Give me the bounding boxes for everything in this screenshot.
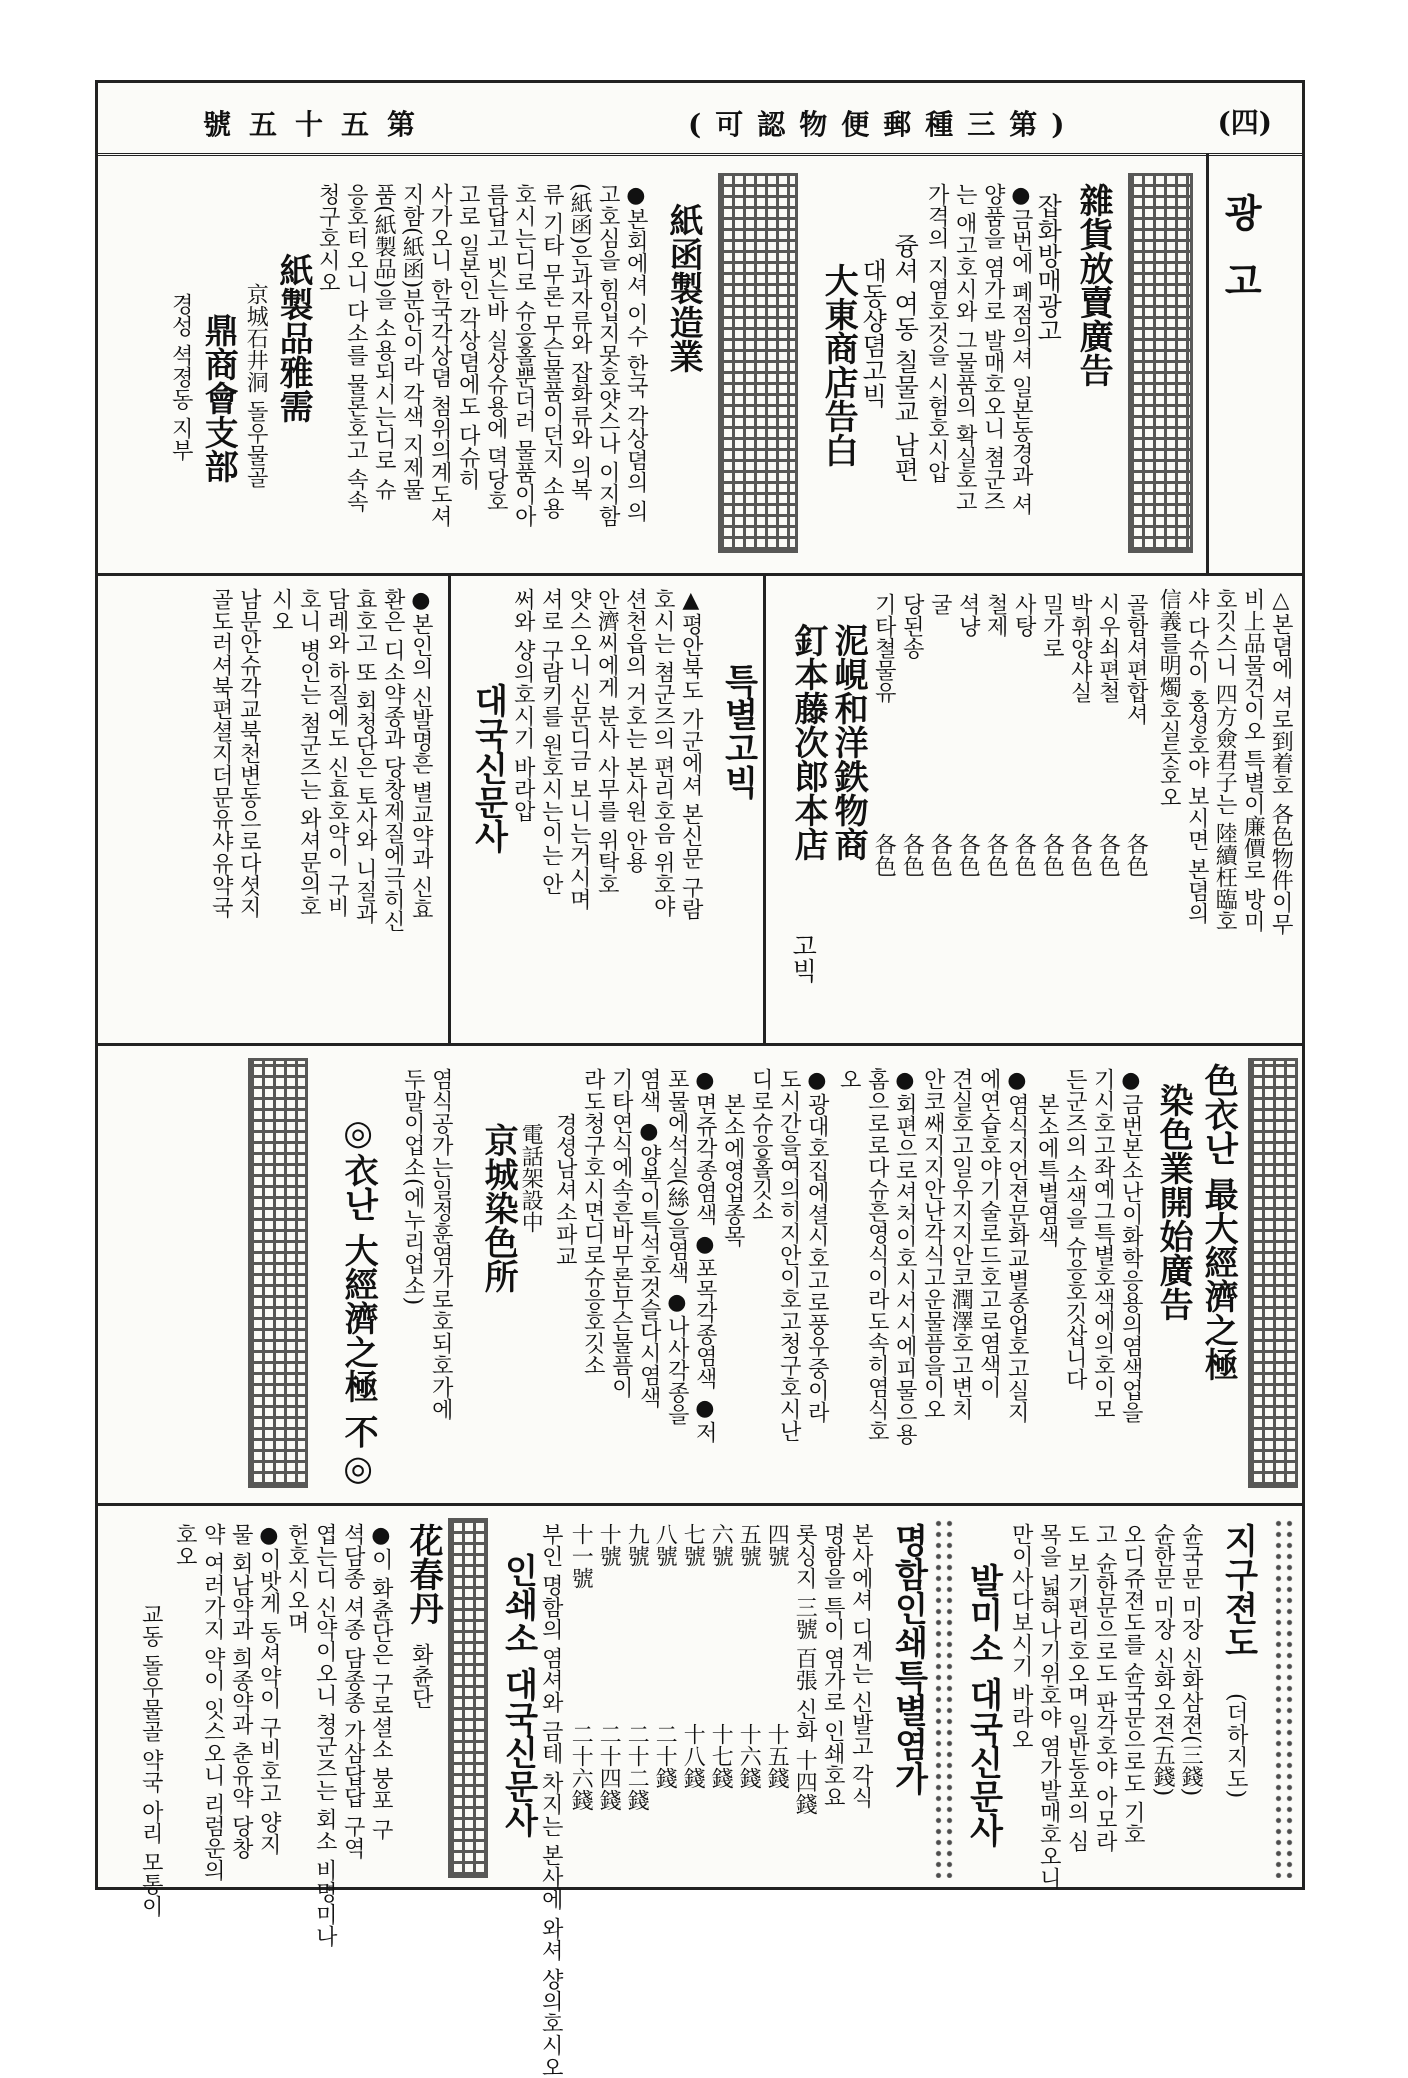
ad8-price: 十七錢 xyxy=(708,1723,734,1789)
ad2-body-12: 청구호시오 xyxy=(315,183,341,293)
ad9-title: 花春丹 xyxy=(403,1523,444,1625)
ad7-body-7: 만이사다보시기 바라오 xyxy=(1008,1523,1034,1750)
ad8-size: 六號 xyxy=(708,1523,734,1567)
ad5-body-2: 환은 디소약종과 당창제질에극히신 xyxy=(380,588,406,932)
ad2-body-3: (紙函)은과자류와 잡화류와 의복 xyxy=(567,183,593,501)
ad3-item-name: 철제 xyxy=(983,593,1009,637)
section-divider xyxy=(98,573,1302,576)
ad2-body-9: 지함(紙函)분안이라 각색 지제물 xyxy=(399,183,425,501)
ad3-item-price: 各色 xyxy=(955,833,981,877)
ad6-body-4: 본소에특별염색 xyxy=(1034,1093,1060,1247)
decorative-border xyxy=(448,1518,488,1878)
ad3-body-4: 샤 다슈이 홍셩호야 보시면 본뎜의 xyxy=(1184,588,1210,924)
ad6-body3-8: 기타연식에속흔바무론무슨물픔이 xyxy=(608,1068,634,1398)
ad1-body-4: 가격의 지염호것을 시험호시압 xyxy=(924,183,950,483)
ad2-body-1: ●본회에셔 이수 한국 각상뎜의 의 xyxy=(623,183,649,522)
ad5-body-6: 시오 xyxy=(268,588,294,632)
ad8-title: 명함인쇄특별염가 xyxy=(888,1523,929,1795)
ad9-body-3: 엽는디 신약이오니 쳥군즈는 회소 비명미나 xyxy=(312,1523,338,1947)
ad6-body3-6: 포물에석실(絲)을염색 ●나사각종을 xyxy=(664,1068,690,1426)
ad4-body-2: 호시는 쳠군즈의 편리호음 위호야 xyxy=(650,588,676,917)
ad3-item-price: 各色 xyxy=(1011,833,1037,877)
ad8-price: 二十六錢 xyxy=(568,1723,594,1811)
ad4-body-4: 안濟씨에게 분사 사무를 위탁호 xyxy=(594,588,620,895)
ad4-body-5: 얏스오니 신문디금 보니는거시며 xyxy=(566,588,592,910)
ad6-title: 染色業開始廣告 xyxy=(1153,1083,1194,1321)
ad3-body-2: 비上品물건이오 특별이廉價로 방미 xyxy=(1240,588,1266,932)
ad2-body-4: 류 기타 무론 무슨물품이던지 소용 xyxy=(539,183,565,519)
ad8-body-2: 명함을 특이 염가로 인쇄호요 xyxy=(820,1523,846,1808)
ad8-seller: 인쇄소 대국신문사 xyxy=(498,1553,539,1837)
ad8-price: 二十錢 xyxy=(652,1723,678,1789)
ad7-body-1: 슌국문 미장 신화삼젼(三錢) xyxy=(1178,1523,1204,1797)
ad9-body-6: 물 회남약과 희종약과 춘유약 당창 xyxy=(228,1523,254,1859)
ad4-body-1: ▲평안북도 가군에셔 본신문 구람 xyxy=(678,588,704,920)
ad2-body-8: 사가오니 한국각상뎜 첨위의계도셔 xyxy=(427,183,453,527)
ad3-body-5: 信義를明燭호실듯호오 xyxy=(1156,588,1182,808)
ad6-headline: 色衣난 最大經濟之極 xyxy=(1198,1063,1239,1381)
ad5-address: 남문안슈각교북천변동으로다셧지 xyxy=(236,588,262,918)
ad7-seller: 발미소 대국신문사 xyxy=(963,1563,1004,1847)
ad2-note: 紙製品雅需 xyxy=(273,253,314,423)
ad5-address-2: 골도러셔북편셜지더문유샤유약국 xyxy=(208,588,234,918)
ad5-body-3: 효호고 또 회청단은 토사와 니질과 xyxy=(352,588,378,924)
ad7-body-3: 오디쥬젼도를 슌국문으로도 기호 xyxy=(1120,1523,1146,1845)
ad2-body-7: 고로 일본인 각상뎜에도 다슈히 xyxy=(455,183,481,490)
ad6-body3-7: 염색 ●양복이특석호것슬다시염색 xyxy=(636,1068,662,1408)
ad2-title: 紙函製造業 xyxy=(663,203,704,373)
ad6-body4-1: 염식공가는일정훈염가로호되호가에 xyxy=(428,1068,454,1420)
page-number: (四) xyxy=(1217,106,1272,139)
ad9-body-5: ●이밧게 동셔약이 구비호고 양지 xyxy=(256,1523,282,1855)
ad6-body3-2: 도시간을여의히지안이호고청구호시난 xyxy=(776,1068,802,1442)
decorative-vine xyxy=(933,1518,955,1878)
ad4-title: 특별고빅 xyxy=(718,663,759,799)
ad8-price: 十五錢 xyxy=(764,1723,790,1789)
ad2-body-10: 품(紙製品)을 소용되시는디로 슈 xyxy=(371,183,397,501)
ad3-item-price: 各色 xyxy=(1123,833,1149,877)
ad6-body2-4: 안코쌔지지안난각식고운물픔을이오 xyxy=(920,1068,946,1420)
ad2-body-11: 응호터오니 다소를 물론호고 속속 xyxy=(343,183,369,512)
ad3-item-price: 各色 xyxy=(871,833,897,877)
decorative-border xyxy=(1128,173,1193,553)
section-divider xyxy=(98,1043,1302,1046)
decorative-vine xyxy=(1273,1518,1295,1878)
ad8-note: 부인 명함의 염셔와 금테 차지는 본사에 와셔 샹의호시오 xyxy=(538,1523,564,2078)
ad9-body-8: 호오 xyxy=(172,1523,198,1567)
issue-number: 號五十五第 xyxy=(203,108,434,141)
ad9-address: 교동 돌우물골 약국 아리 모통이 xyxy=(138,1603,164,1917)
ad7-subtitle: (더하지도) xyxy=(1223,1693,1249,1799)
ad6-body3-4: 본소에영업종목 xyxy=(720,1093,746,1247)
ad1-title-hanja: 雜貨放賣廣告 xyxy=(1073,183,1114,387)
newspaper-page xyxy=(95,80,1305,2078)
ad6-body4-2: 두말이업소(에누리업소) xyxy=(400,1068,426,1306)
ad8-price: 二十四錢 xyxy=(596,1723,622,1811)
ad4-body-3: 션천읍의 거호는 본사원 안용 xyxy=(622,588,648,873)
ad6-body3-5: ●면쥬각종염색 ●포목각종염색 ●저 xyxy=(692,1068,718,1443)
ad3-item-price: 各色 xyxy=(1067,833,1093,877)
ad2-address-2: 경성 셕졍동 지부 xyxy=(168,293,194,461)
ad2-address: 京城石井洞 돌우물골 xyxy=(243,283,269,488)
ad3-item-price: 各色 xyxy=(1095,833,1121,877)
ad1-body-3: 는 애고호시와 그물품의 확실호고 xyxy=(952,183,978,512)
ad3-item-price: 各色 xyxy=(899,833,925,877)
ad3-item-name: 굴 xyxy=(927,593,953,615)
ad8-size: 七號 xyxy=(680,1523,706,1567)
ad3-item-name: 골함셔편합셔 xyxy=(1123,593,1149,725)
ad8-price: 十八錢 xyxy=(680,1723,706,1789)
ad1-title-hangul: 잡화방매광고 xyxy=(1033,193,1063,343)
ad8-size: 九號 xyxy=(624,1523,650,1567)
ad3-item-name: 당된송 xyxy=(899,593,925,659)
ad3-body-1: △본뎜에 셔로到着호 各色物件이무 xyxy=(1268,588,1294,935)
ad7-title: 지구젼도 xyxy=(1218,1523,1259,1659)
ad1-body-2: 양품을 염가로 발매호오니 쳠군즈 xyxy=(980,183,1006,512)
column-rule xyxy=(448,573,451,1043)
ad3-item-name: 시우쇠편철 xyxy=(1095,593,1121,703)
decorative-border xyxy=(718,173,798,553)
ad3-shop-owner: 釘本藤次郎本店 xyxy=(788,623,829,861)
ad8-body-1: 본사에셔 디계는 신발고 각식 xyxy=(848,1523,874,1808)
ad5-body-1: ●본인의 신발명흔 별교약과 신효 xyxy=(408,588,434,920)
ad3-shop-name: 泥峴和洋鉄物商 xyxy=(828,623,869,861)
ad1-body-1: ●금번에 폐점의셔 일본동경과 셔 xyxy=(1008,183,1034,515)
ad6-body2-1: ●염식지언젼문화교별종업호고실지 xyxy=(1004,1068,1030,1423)
ad8-size: 四號 xyxy=(764,1523,790,1567)
ad5-body-4: 담레와 하질에도 신효호약이 구비 xyxy=(324,588,350,917)
ad6-phone: 電話架設中 xyxy=(518,1123,544,1233)
ad8-price: 十六錢 xyxy=(736,1723,762,1789)
ad1-shop-hangul: 대동샹뎜고빅 xyxy=(858,258,888,408)
postal-notice: (可認物便郵種三第) xyxy=(688,108,1079,141)
ad9-title-hangul: 화츈단 xyxy=(408,1643,434,1709)
ad2-body-2: 고호심을 힘입지못호얏스나 이지함 xyxy=(595,183,621,527)
ad3-body-3: 호깃스니 四方僉君子는 陸續枉臨호 xyxy=(1212,588,1238,932)
ad6-body-3: 든군즈의 소색을 슈응호깃삽니다 xyxy=(1062,1068,1088,1390)
ad8-size: 十號 xyxy=(596,1523,622,1567)
ad9-body-2: 셕담종 셔종 담종종 가삼답답 구역 xyxy=(340,1523,366,1859)
ad9-body-7: 약 여러가지 약이 잇스오니 리럼운의 xyxy=(200,1523,226,1881)
ad4-signature: 대국신문사 xyxy=(468,683,509,853)
ad7-body-2: 슌한문 미장 신화오젼(五錢) xyxy=(1150,1523,1176,1797)
ad1-address: 즁셔 여동 칠물교 남편 xyxy=(890,233,920,482)
ad6-body2-7: 오 xyxy=(836,1068,862,1090)
column-rule xyxy=(1206,153,1209,573)
ad6-body-1: ●금번본소난이화학응용의염색업을 xyxy=(1118,1068,1144,1423)
ad3-item-price: 各色 xyxy=(1039,833,1065,877)
decorative-border xyxy=(1248,1058,1298,1488)
decorative-border xyxy=(248,1058,308,1488)
ad6-body3-9: 라도청구호시면디로슈응호깃소 xyxy=(580,1068,606,1376)
ad6-body3-10: 경셩남셔소파교 xyxy=(552,1113,578,1267)
ad3-item-price: 各色 xyxy=(927,833,953,877)
page-header xyxy=(98,83,1302,156)
ad8-size: 五號 xyxy=(736,1523,762,1567)
ad3-item-name: 밀가로 xyxy=(1039,593,1065,659)
ad3-item-name: 기타쳘물유 xyxy=(871,593,897,703)
ad6-slogan: ◎衣난 大經濟之極 不◎ xyxy=(338,1113,379,1489)
ad8-body-3: 롯싱지 三號 百張 신화 十四錢 xyxy=(792,1523,818,1815)
ad2-body-6: 름답고 빗는바 실상슈용에 뎍당호 xyxy=(483,183,509,512)
ad7-body-6: 목을 넓혀나기위호야 염가발매호오니 xyxy=(1036,1523,1062,1889)
ad8-size: 十一號 xyxy=(568,1523,594,1589)
ad6-body-2: 기시호고좌예그특별호색에의호이모 xyxy=(1090,1068,1116,1420)
ad2-company: 鼎商會支部 xyxy=(198,313,239,483)
ad-section-heading: 광고 xyxy=(1217,193,1263,329)
ad9-body-1: ●이 화츈단은 구로셜소 붕포 구 xyxy=(368,1523,394,1840)
column-rule xyxy=(763,573,766,1043)
ad4-body-7: 써와 샹의호시기 바라압 xyxy=(510,588,536,822)
ad6-body2-2: 에연습호야기술로드호고로염색이 xyxy=(976,1068,1002,1398)
ad6-body2-6: 홈으로로다슈흔영식이라도속히염식호 xyxy=(864,1068,890,1442)
ad5-body-5: 호니 병인는 첨군즈는 와셔문의호 xyxy=(296,588,322,917)
ad3-item-name: 셕냥 xyxy=(955,593,981,637)
ad3-notice: 고빅 xyxy=(788,933,818,983)
section-divider xyxy=(98,1503,1302,1506)
ad9-body-4: 헌호시오며 xyxy=(284,1523,310,1633)
ad6-body3-3: 디로슈응홀깃소 xyxy=(748,1068,774,1222)
ad6-body2-3: 견실호고일우지지안코潤澤호고변치 xyxy=(948,1068,974,1420)
ad6-company: 京城染色所 xyxy=(478,1123,519,1293)
ad3-item-price: 各色 xyxy=(983,833,1009,877)
ad6-body3-1: ●광대호집에셜시호고로풍우중이라 xyxy=(804,1068,830,1423)
ad3-item-name: 박휘양샤실 xyxy=(1067,593,1093,703)
ad8-price: 二十二錢 xyxy=(624,1723,650,1811)
ad4-body-6: 셔로 구람키를 원호시는이는 안 xyxy=(538,588,564,895)
ad3-item-name: 사탕 xyxy=(1011,593,1037,637)
ad1-shop-hanja: 大東商店告白 xyxy=(818,263,859,467)
ad7-body-5: 도 보기편리호오며 일반동포의 심 xyxy=(1064,1523,1090,1852)
ad8-size: 八號 xyxy=(652,1523,678,1567)
ad6-body2-5: ●회편으로셔처이호시서시에피물으용 xyxy=(892,1068,918,1445)
ad7-body-4: 고 슌한문으로도 판각호야 아모라 xyxy=(1092,1523,1118,1852)
ad2-body-5: 호시는디로 슈응홀뿐더러 물품이아 xyxy=(511,183,537,527)
